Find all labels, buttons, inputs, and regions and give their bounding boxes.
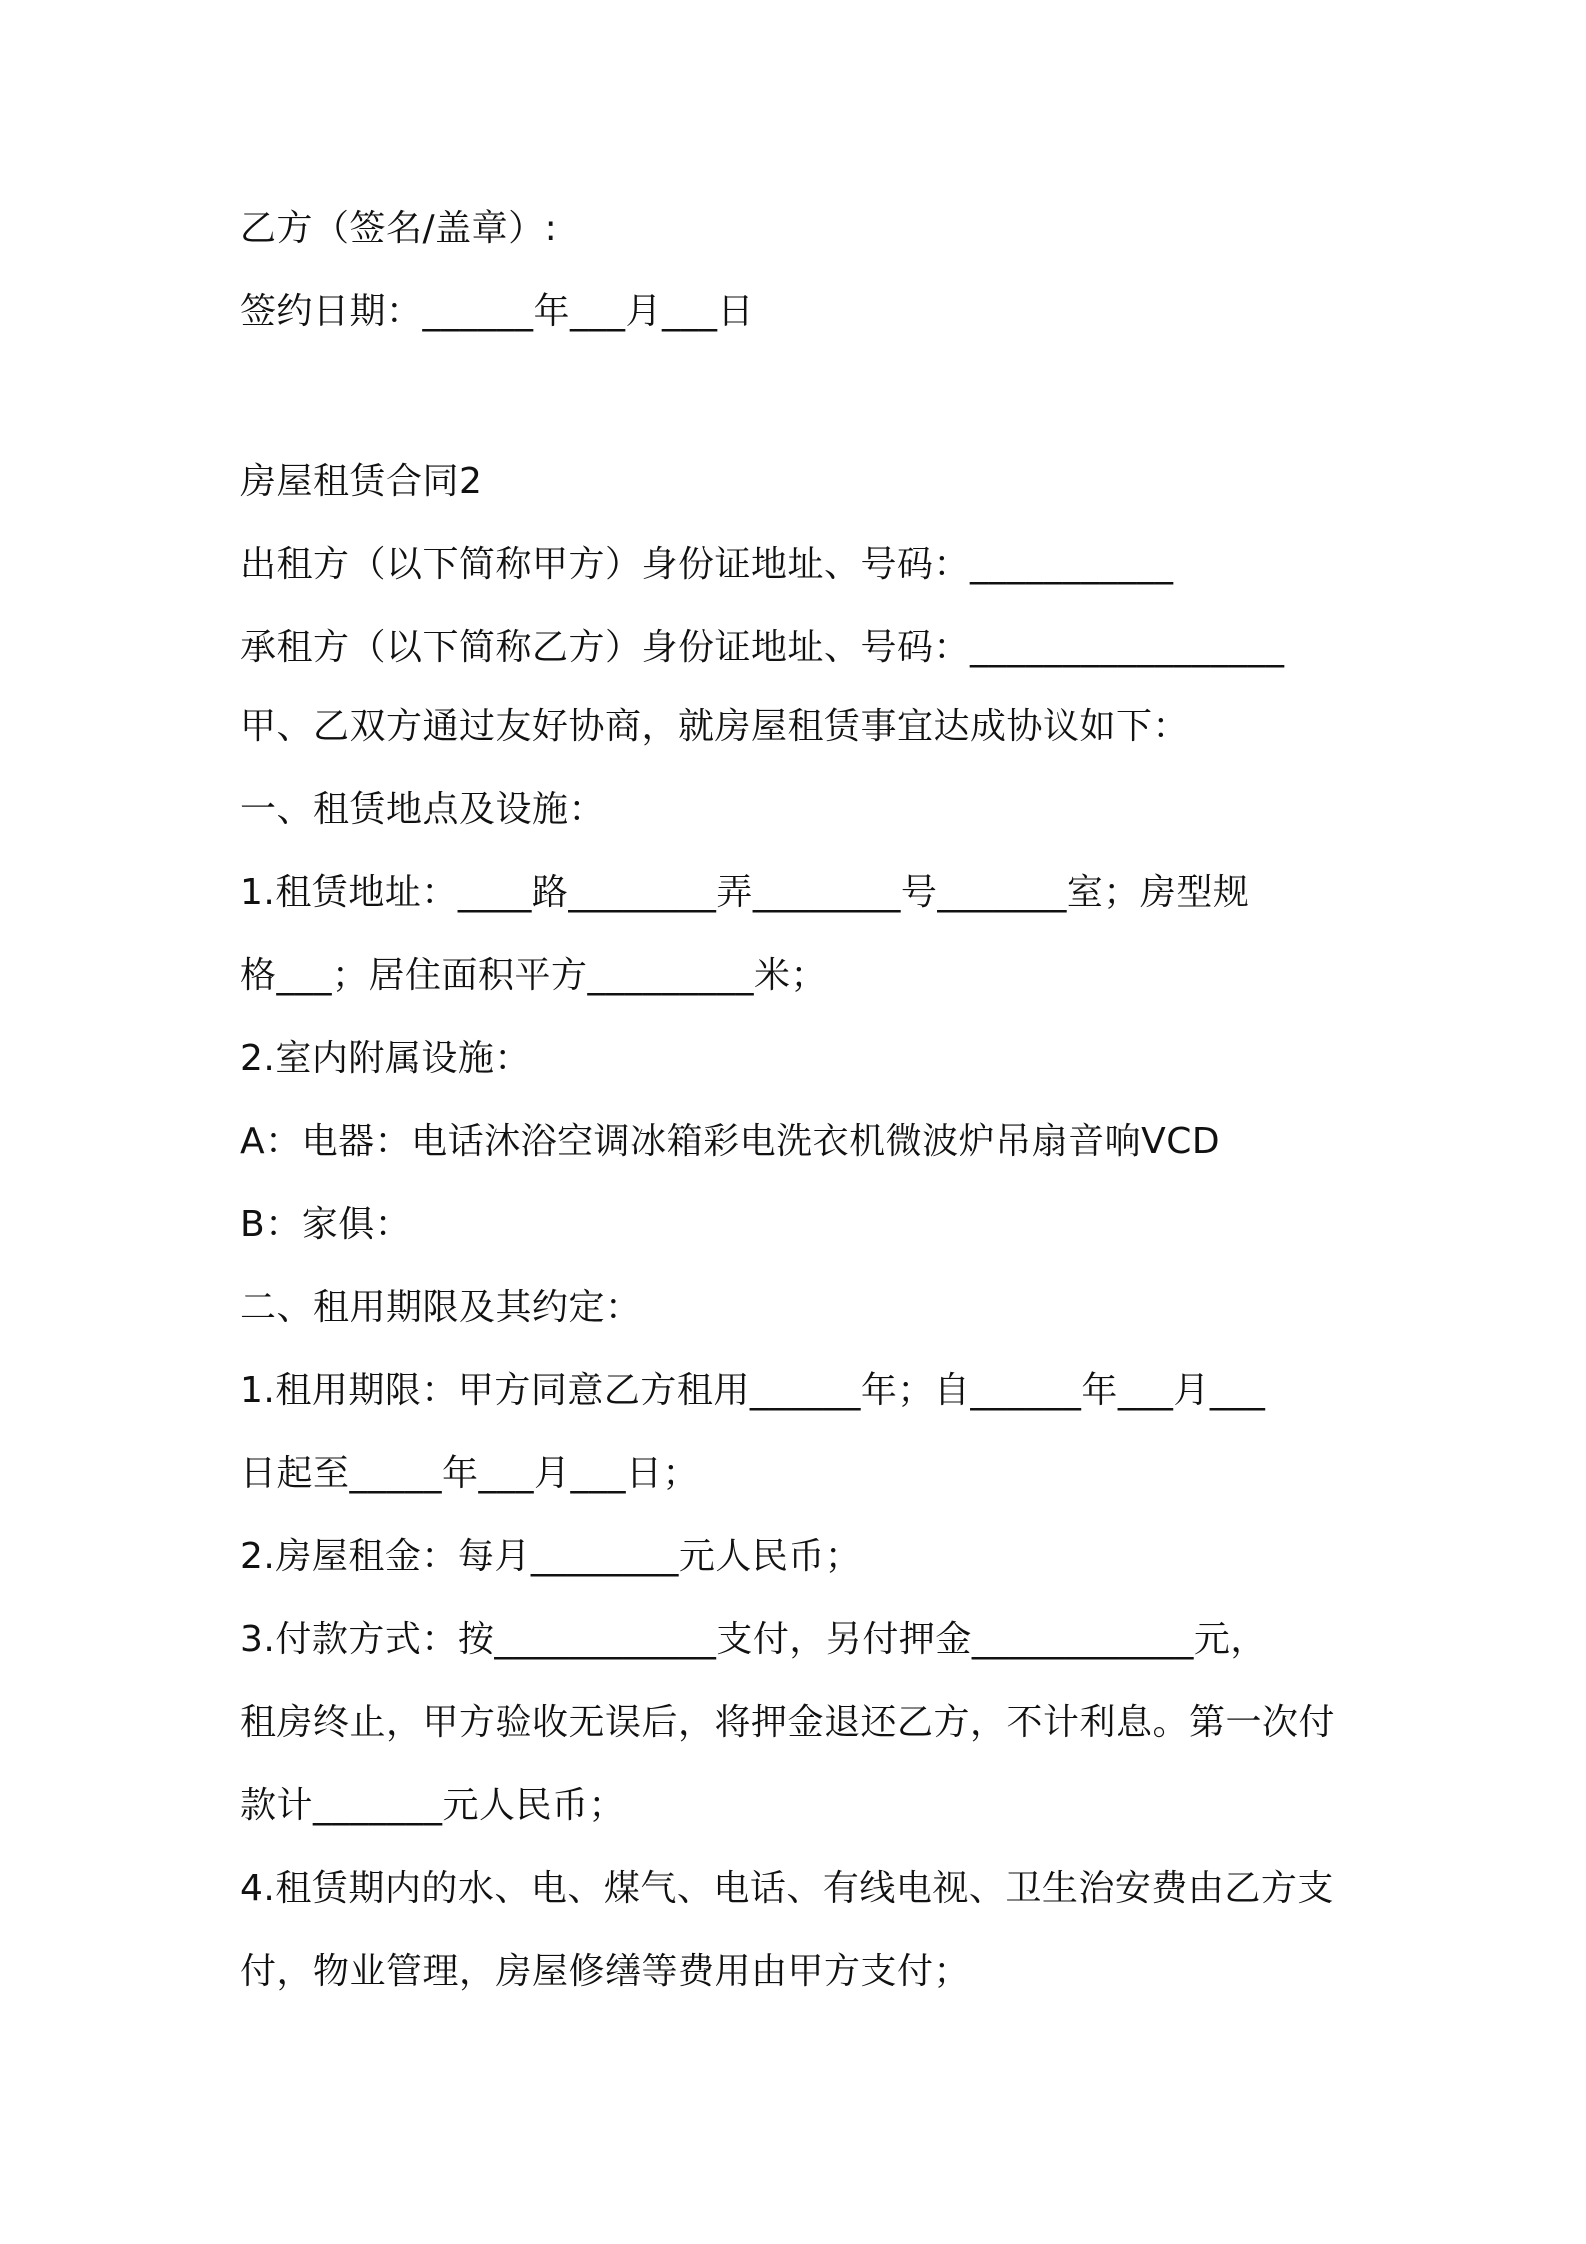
paragraph-payment-end: 款计_______元人民币； [240,1785,626,1826]
party-b-signature-line: 乙方（签名/盖章）: [240,208,558,249]
section-heading-term: 二、租用期限及其约定： [240,1287,642,1328]
paragraph-utilities: 4.租赁期内的水、电、煤气、电话、有线电视、卫生治安费由乙方支 [240,1868,1334,1909]
paragraph-furniture: B：家俱： [240,1204,412,1245]
paragraph-lessee: 承租方（以下简称乙方）身份证地址、号码：_________________ [240,627,1285,668]
paragraph-facilities: 2.室内附属设施： [240,1038,531,1079]
paragraph-appliances: A：电器：电话沐浴空调冰箱彩电洗衣机微波炉吊扇音响VCD [240,1121,1221,1162]
paragraph-lease-term-cont: 日起至_____年___月___日； [240,1453,700,1494]
paragraph-payment: 3.付款方式：按____________支付，另付押金____________元， [240,1619,1267,1660]
paragraph-payment-cont: 租房终止，甲方验收无误后，将押金退还乙方，不计利息。第一次付 [240,1702,1336,1743]
signing-date-line: 签约日期：______年___月___日 [240,291,755,332]
paragraph-agreement-intro: 甲、乙双方通过友好协商，就房屋租赁事宜达成协议如下： [240,706,1190,747]
paragraph-address: 1.租赁地址：____路________弄________号_______室；房型规 [240,872,1250,913]
paragraph-lease-term: 1.租用期限：甲方同意乙方租用______年；自______年___月___ [240,1370,1266,1411]
paragraph-address-cont: 格___；居住面积平方_________米； [240,955,828,996]
paragraph-lessor: 出租方（以下简称甲方）身份证地址、号码：___________ [240,544,1174,585]
paragraph-rent: 2.房屋租金：每月________元人民币； [240,1536,862,1577]
paragraph-utilities-cont: 付，物业管理，房屋修缮等费用由甲方支付； [240,1951,971,1992]
contract-title: 房屋租赁合同2 [240,461,483,502]
section-heading-location: 一、租赁地点及设施： [240,789,606,830]
